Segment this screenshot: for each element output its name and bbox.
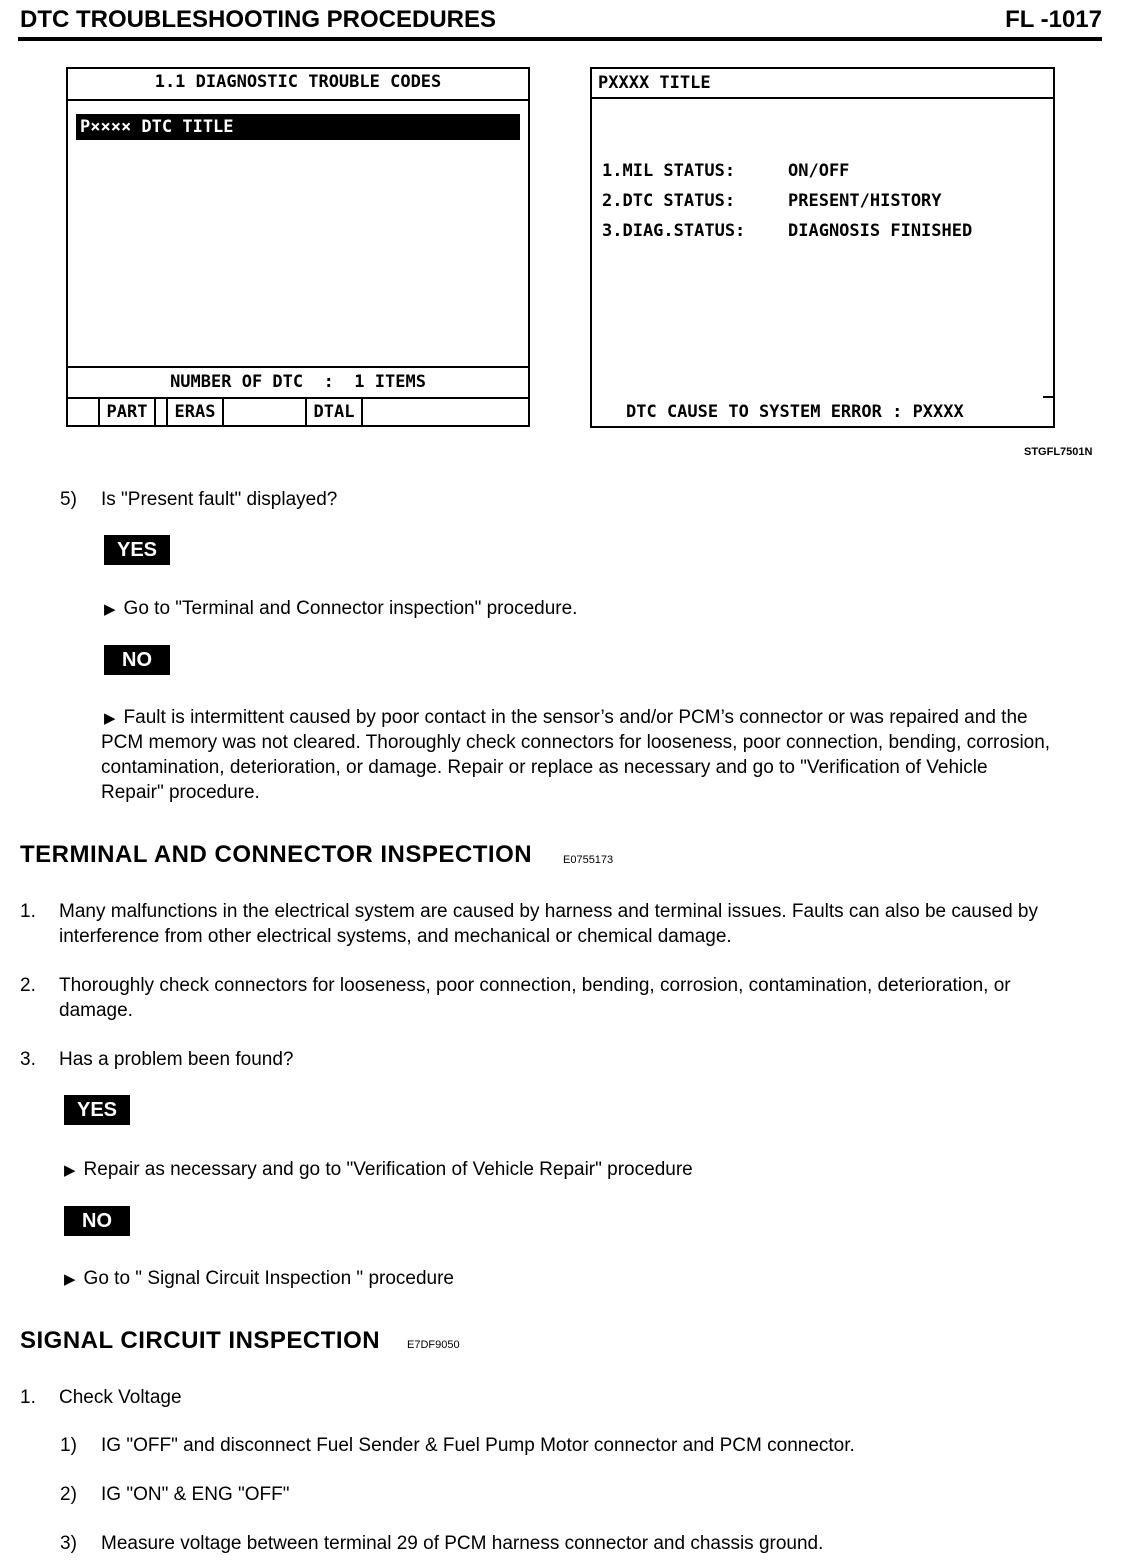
step-number: 5) xyxy=(60,489,77,510)
step-text: Measure voltage between terminal 29 of PCM harness connector and chassis ground. xyxy=(101,1533,824,1554)
instruction-text: Fault is intermittent caused by poor contact in the sensor’s and/or PCM’s connector or was repaired and the xyxy=(123,707,1028,728)
bullet-triangle-icon: ▶ xyxy=(64,1271,76,1288)
status-value: ON/OFF xyxy=(788,161,850,181)
detail-button[interactable]: DTAL xyxy=(305,399,363,425)
mil-status-row xyxy=(602,161,849,181)
detail-screen-title: PXXXX TITLE xyxy=(598,73,711,93)
status-value: PRESENT/HISTORY xyxy=(788,191,942,211)
section-title-terminal: TERMINAL AND CONNECTOR INSPECTION xyxy=(20,841,533,868)
status-label: 3.DIAG.STATUS: xyxy=(602,221,746,241)
status-label: 1.MIL STATUS: xyxy=(602,161,736,181)
bullet-triangle-icon: ▶ xyxy=(64,1162,76,1179)
list-item-line: Has a problem been found? xyxy=(59,1049,294,1070)
header-divider xyxy=(18,37,1102,41)
bullet-triangle-icon: ▶ xyxy=(104,710,116,727)
dtc-count: NUMBER OF DTC : 1 ITEMS xyxy=(170,372,426,392)
screen-divider xyxy=(68,99,528,101)
dtc-detail-screen xyxy=(590,67,1055,428)
dtc-list-screen xyxy=(66,67,530,427)
instruction-text: Repair as necessary and go to "Verification of Vehicle Repair" procedure xyxy=(83,1159,693,1180)
screen-divider xyxy=(1043,396,1053,398)
section-title-signal: SIGNAL CIRCUIT INSPECTION xyxy=(20,1327,381,1354)
status-label: 2.DTC STATUS: xyxy=(602,191,736,211)
figure-label: STGFL7501N xyxy=(1024,446,1093,458)
no-instruction-line: Repair" procedure. xyxy=(101,782,260,803)
no-instruction-line xyxy=(104,705,1028,731)
selected-dtc-item[interactable]: P×××× DTC TITLE xyxy=(76,114,520,140)
step-number: 3) xyxy=(60,1533,77,1554)
step-number: 2) xyxy=(60,1484,77,1505)
page-header-title: DTC TROUBLESHOOTING PROCEDURES xyxy=(20,6,497,33)
yes-instruction xyxy=(104,596,577,622)
step-number: 1) xyxy=(60,1435,77,1456)
yes-badge: YES xyxy=(104,535,170,565)
instruction-text: Go to "Terminal and Connector inspection" procedure. xyxy=(123,598,578,619)
list-item-line: damage. xyxy=(59,1000,133,1021)
step-text: IG "OFF" and disconnect Fuel Sender & Fuel Pump Motor connector and PCM connector. xyxy=(101,1435,855,1456)
no-instruction-line: contamination, deterioration, or damage. Repair or replace as necessary and go to "Verification of Vehicle xyxy=(101,757,988,778)
list-number: 2. xyxy=(20,975,36,996)
no-instruction xyxy=(64,1266,454,1292)
no-badge: NO xyxy=(104,645,170,675)
yes-badge: YES xyxy=(64,1095,130,1125)
list-number: 1. xyxy=(20,1387,36,1408)
screen-title: 1.1 DIAGNOSTIC TROUBLE CODES xyxy=(154,72,442,92)
page-number: FL -1017 xyxy=(1005,6,1102,33)
no-instruction-line: PCM memory was not cleared. Thoroughly check connectors for looseness, poor connection, bending, corrosion, xyxy=(101,732,1051,753)
list-item-line: Many malfunctions in the electrical system are caused by harness and terminal issues. Faults can also be caused by xyxy=(59,901,1038,922)
list-item-line: Thoroughly check connectors for looseness, poor connection, bending, corrosion, contamination, deterioration, or xyxy=(59,975,1011,996)
screen-divider xyxy=(592,97,1053,99)
diag-status-row xyxy=(602,221,972,241)
status-value: DIAGNOSIS FINISHED xyxy=(788,221,973,241)
bullet-triangle-icon: ▶ xyxy=(104,601,116,618)
step-question: Is "Present fault" displayed? xyxy=(101,489,338,510)
instruction-text: Go to " Signal Circuit Inspection " procedure xyxy=(83,1268,455,1289)
screen-divider xyxy=(68,366,528,368)
erase-button[interactable]: ERAS xyxy=(166,399,224,425)
list-item-line: interference from other electrical systems, and mechanical or chemical damage. xyxy=(59,926,732,947)
list-number: 3. xyxy=(20,1049,36,1070)
dtc-status-row xyxy=(602,191,942,211)
list-item-line: Check Voltage xyxy=(59,1387,182,1408)
yes-instruction xyxy=(64,1157,693,1183)
section-code: E7DF9050 xyxy=(407,1339,460,1351)
part-button[interactable]: PART xyxy=(98,399,156,425)
step-text: IG "ON" & ENG "OFF" xyxy=(101,1484,290,1505)
no-badge: NO xyxy=(64,1206,130,1236)
dtc-cause-text: DTC CAUSE TO SYSTEM ERROR : PXXXX xyxy=(626,402,964,422)
list-number: 1. xyxy=(20,901,36,922)
section-code: E0755173 xyxy=(563,854,614,866)
